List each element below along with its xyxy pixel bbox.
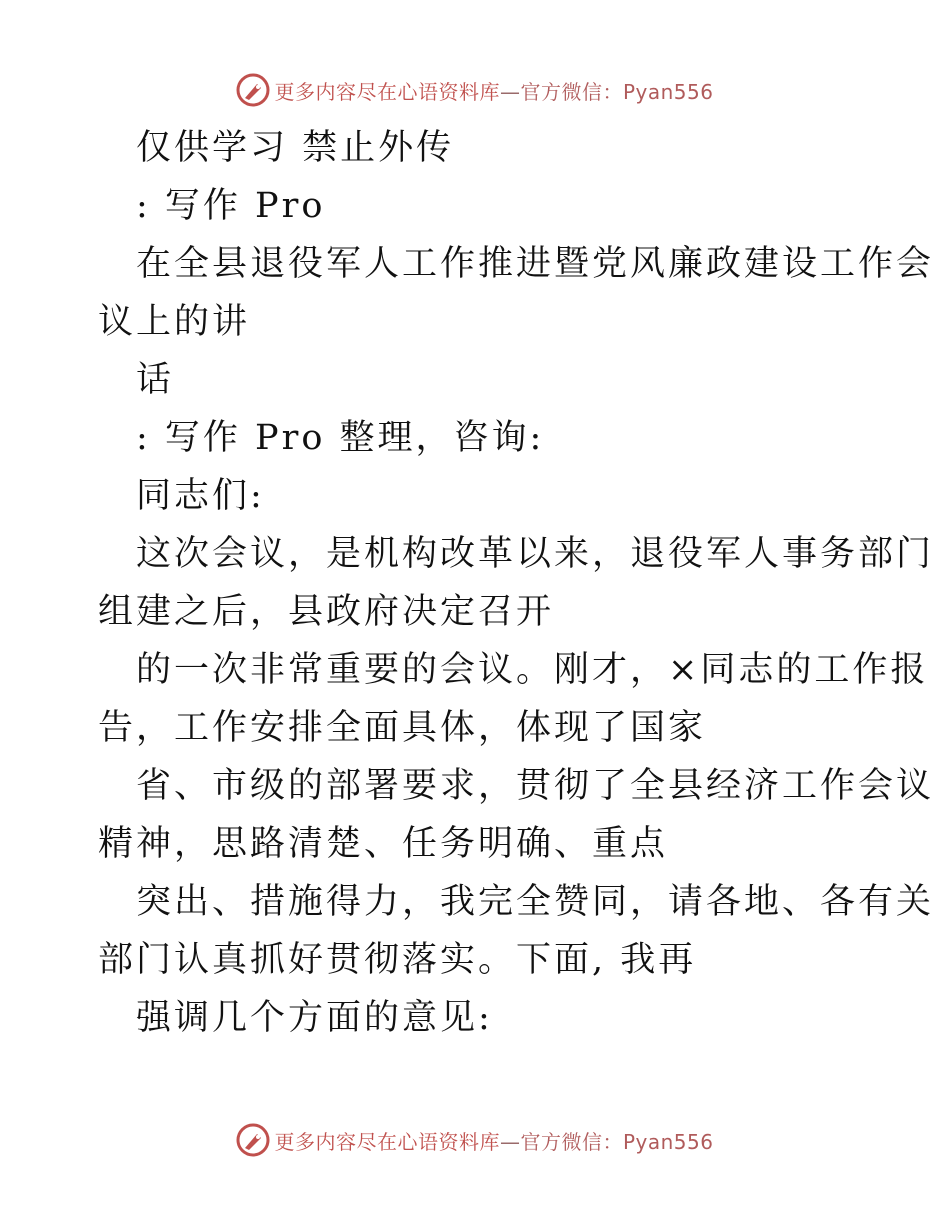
source-line: : 写作 Pro [136, 186, 326, 226]
salutation-line: 同志们: [136, 476, 265, 516]
banner-text [274, 1126, 713, 1155]
pen-nib-logo-icon [236, 73, 270, 107]
title-line-1: 在全县退役军人工作推进暨党风廉政建设工作会 [136, 244, 935, 284]
banner-library-text: 更多内容尽在心语资料库 [274, 79, 500, 104]
paragraph-line: 部门认真抓好贯彻落实。下面, 我再 [98, 940, 697, 980]
title-line-2: 议上的讲 [98, 302, 251, 342]
title-line-3: 话 [136, 360, 175, 400]
paragraph-line: 精神，思路清楚、任务明确、重点 [98, 824, 669, 864]
banner-dash: — [499, 79, 521, 104]
document-body [98, 119, 935, 1047]
paragraph-line: 这次会议，是机构改革以来，退役军人事务部门 [136, 534, 935, 574]
editor-line: : 写作 Pro 整理，咨询: [136, 418, 545, 458]
paragraph-line: 省、市级的部署要求，贯彻了全县经济工作会议 [136, 766, 935, 806]
notice-line: 仅供学习 禁止外传 [136, 128, 455, 168]
header-banner [0, 70, 950, 110]
paragraph-line: 组建之后，县政府决定召开 [98, 592, 555, 632]
pen-nib-logo-icon [236, 1123, 270, 1157]
paragraph-line: 强调几个方面的意见: [136, 998, 493, 1038]
banner-wechat-text: 官方微信：Pyan556 [520, 1129, 714, 1154]
banner-wechat-text: 官方微信：Pyan556 [520, 79, 714, 104]
paragraph-line: 的一次非常重要的会议。刚才，×同志的工作报 [136, 650, 929, 690]
banner-library-text: 更多内容尽在心语资料库 [274, 1129, 500, 1154]
footer-banner [0, 1120, 950, 1160]
paragraph-line: 突出、措施得力，我完全赞同，请各地、各有关 [136, 882, 935, 922]
paragraph-line: 告，工作安排全面具体，体现了国家 [98, 708, 707, 748]
banner-text [274, 76, 713, 105]
banner-dash: — [499, 1129, 521, 1154]
